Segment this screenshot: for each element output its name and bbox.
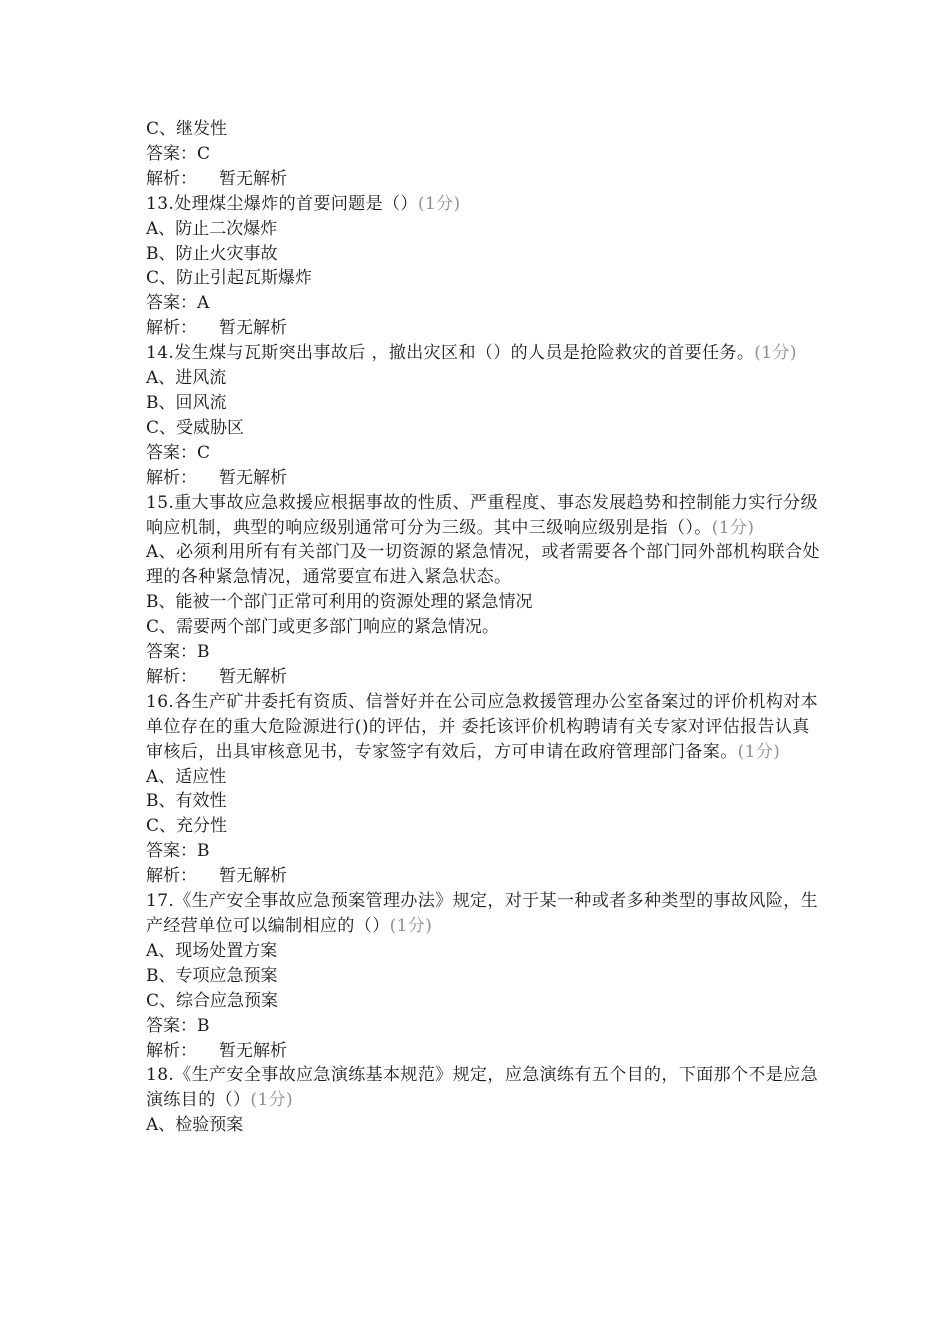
question-stem: 13.处理煤尘爆炸的首要问题是（）(1分) bbox=[146, 193, 461, 214]
question-stem: 15.重大事故应急救援应根据事故的性质、严重程度、事态发展趋势和控制能力实行分级响应机制，典型的响应级别通常可分为三级。其中三级响应级别是指（）。(1分) bbox=[146, 492, 819, 538]
score-label: (1分) bbox=[754, 343, 797, 364]
answer: 答案：B bbox=[146, 841, 210, 862]
option-b: B、防止火灾事故 bbox=[146, 243, 278, 264]
option-b: B、能被一个部门正常可利用的资源处理的紧急情况 bbox=[146, 592, 533, 613]
option-a: A、检验预案 bbox=[146, 1115, 244, 1136]
score-label: (1分) bbox=[737, 741, 781, 762]
option-a: A、现场处置方案 bbox=[146, 940, 278, 961]
question-stem: 17.《生产安全事故应急预案管理办法》规定，对于某一种或者多种类型的事故风险，生产经营单位可以编制相应的（）(1分) bbox=[146, 891, 819, 936]
score-label: (1分) bbox=[389, 916, 433, 936]
option-b: B、回风流 bbox=[146, 392, 227, 413]
option-c: C、防止引起瓦斯爆炸 bbox=[146, 268, 313, 289]
prev-option-c: C、继发性 bbox=[146, 119, 228, 139]
question-stem: 18.《生产安全事故应急演练基本规范》规定，应急演练有五个目的，下面那个不是应急演练目的（）(1分) bbox=[146, 1065, 819, 1111]
option-a: A、适应性 bbox=[146, 766, 227, 787]
score-label: (1分) bbox=[417, 193, 461, 214]
analysis: 解析： 暂无解析 bbox=[146, 467, 287, 488]
option-b: B、专项应急预案 bbox=[146, 965, 278, 986]
document-page bbox=[146, 117, 826, 1138]
question-stem: 16.各生产矿井委托有资质、信誉好并在公司应急救援管理办公室备案过的评价机构对本单位存在的重大危险源进行()的评估，并 委托该评价机构聘请有关专家对评估报告认真审核后，出具审核意见书，专家签字有效后，方可申请在政府管理部门备案。(1分) bbox=[146, 691, 819, 762]
analysis: 解析： 暂无解析 bbox=[146, 866, 287, 887]
prev-analysis: 解析： 暂无解析 bbox=[146, 168, 287, 189]
answer: 答案：B bbox=[146, 1015, 210, 1036]
score-label: (1分) bbox=[711, 517, 755, 538]
option-c: C、受威胁区 bbox=[146, 417, 245, 438]
option-a: A、必须利用所有有关部门及一切资源的紧急情况，或者需要各个部门同外部机构联合处理的各种紧急情况，通常要宣布进入紧急状态。 bbox=[146, 542, 820, 588]
option-c: C、需要两个部门或更多部门响应的紧急情况。 bbox=[146, 617, 500, 638]
option-a: A、防止二次爆炸 bbox=[146, 218, 278, 239]
answer: 答案：C bbox=[146, 442, 211, 463]
answer: 答案：B bbox=[146, 642, 210, 663]
analysis: 解析： 暂无解析 bbox=[146, 1040, 287, 1061]
option-c: C、充分性 bbox=[146, 816, 228, 837]
option-a: A、进风流 bbox=[146, 368, 227, 389]
analysis: 解析： 暂无解析 bbox=[146, 666, 287, 687]
question-stem: 14.发生煤与瓦斯突出事故后 ，撤出灾区和（）的人员是抢险救灾的首要任务。(1分) bbox=[146, 343, 797, 364]
score-label: (1分) bbox=[250, 1090, 294, 1111]
option-c: C、综合应急预案 bbox=[146, 990, 279, 1011]
answer: 答案：A bbox=[146, 293, 210, 314]
analysis: 解析： 暂无解析 bbox=[146, 318, 287, 339]
option-b: B、有效性 bbox=[146, 791, 227, 812]
prev-answer: 答案：C bbox=[146, 143, 211, 164]
